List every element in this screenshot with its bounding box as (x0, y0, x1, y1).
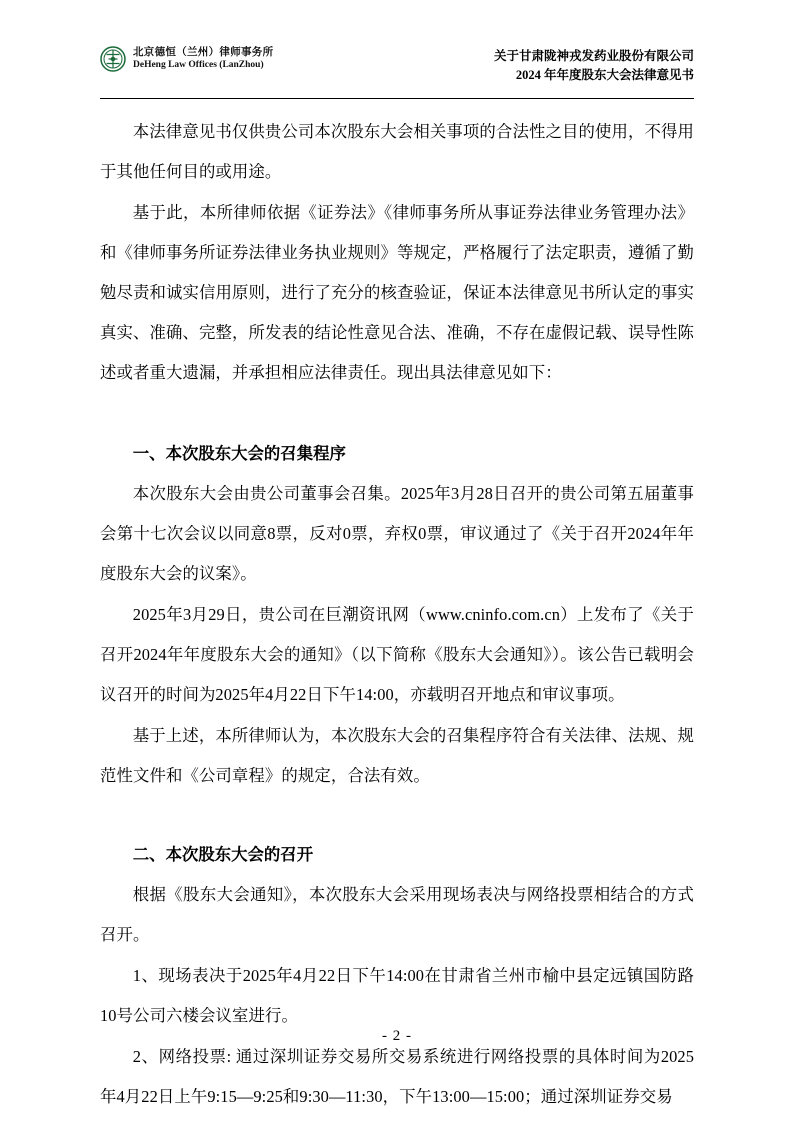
header-inner (100, 46, 694, 90)
section-heading-1: 一、本次股东大会的召集程序 (132, 444, 346, 463)
document-header-title (494, 46, 694, 85)
section-heading-2: 二、本次股东大会的召开 (132, 845, 314, 864)
section-spacer-1 (100, 394, 694, 434)
document-body (100, 112, 694, 1118)
paragraph-5: 基于上述，本所律师认为，本次股东大会的召集程序符合有关法律、法规、规范性文件和《公司章程》的规定，合法有效。 (100, 726, 694, 785)
paragraph-1: 本法律意见书仅供贵公司本次股东大会相关事项的合法性之目的使用，不得用于其他任何目的或用途。 (100, 122, 694, 181)
document-title-line-2: 2024 年年度股东大会法律意见书 (515, 67, 694, 82)
paragraph-6: 根据《股东大会通知》，本次股东大会采用现场表决与网络投票相结合的方式召开。 (100, 885, 694, 944)
law-firm-identity (100, 46, 273, 72)
paragraph-4: 2025年3月29日，贵公司在巨潮资讯网（www.cninfo.com.cn）上发布了《关于召开2024年年度股东大会的通知》（以下简称《股东大会通知》）。该公告已载明会议召开的时间为2025年4月22日下午14:00，亦载明召开地点和审议事项。 (100, 605, 694, 704)
header-divider (100, 98, 694, 99)
section-spacer-2 (100, 797, 694, 835)
paragraph-3: 本次股东大会由贵公司董事会召集。2025年3月28日召开的贵公司第五届董事会第十七次会议以同意8票，反对0票，弃权0票，审议通过了《关于召开2024年年度股东大会的议案》。 (100, 484, 694, 583)
paragraph-8: 2、网络投票: 通过深圳证券交易所交易系统进行网络投票的具体时间为2025年4月22日上午9:15—9:25和9:30—11:30，下午13:00—15:00；通过深圳证券交易 (100, 1047, 694, 1106)
page-footer (0, 1028, 794, 1045)
document-title-line-1: 关于甘肃陇神戎发药业股份有限公司 (493, 49, 694, 63)
paragraph-2: 基于此，本所律师依据《证券法》《律师事务所从事证券法律业务管理办法》和《律师事务所证券法律业务执业规则》等规定，严格履行了法定职责，遵循了勤勉尽责和诚实信用原则，进行了充分的核查验证，保证本法律意见书所认定的事实真实、准确、完整，所发表的结论性意见合法、准确，不存在虚假记载、误导性陈述或者重大遗漏，并承担相应法律责任。现出具法律意见如下： (100, 203, 694, 382)
law-firm-name-en: DeHeng Law Offices (LanZhou) (133, 60, 264, 71)
law-firm-names (133, 46, 273, 72)
page-number: - 2 - (382, 1028, 412, 1044)
page-header (100, 46, 694, 98)
law-firm-name-cn: 北京德恒（兰州）律师事务所 (133, 47, 274, 58)
paragraph-7: 1、现场表决于2025年4月22日下午14:00在甘肃省兰州市榆中县定远镇国防路10号公司六楼会议室进行。 (100, 966, 694, 1025)
deheng-emblem-icon (100, 46, 126, 72)
